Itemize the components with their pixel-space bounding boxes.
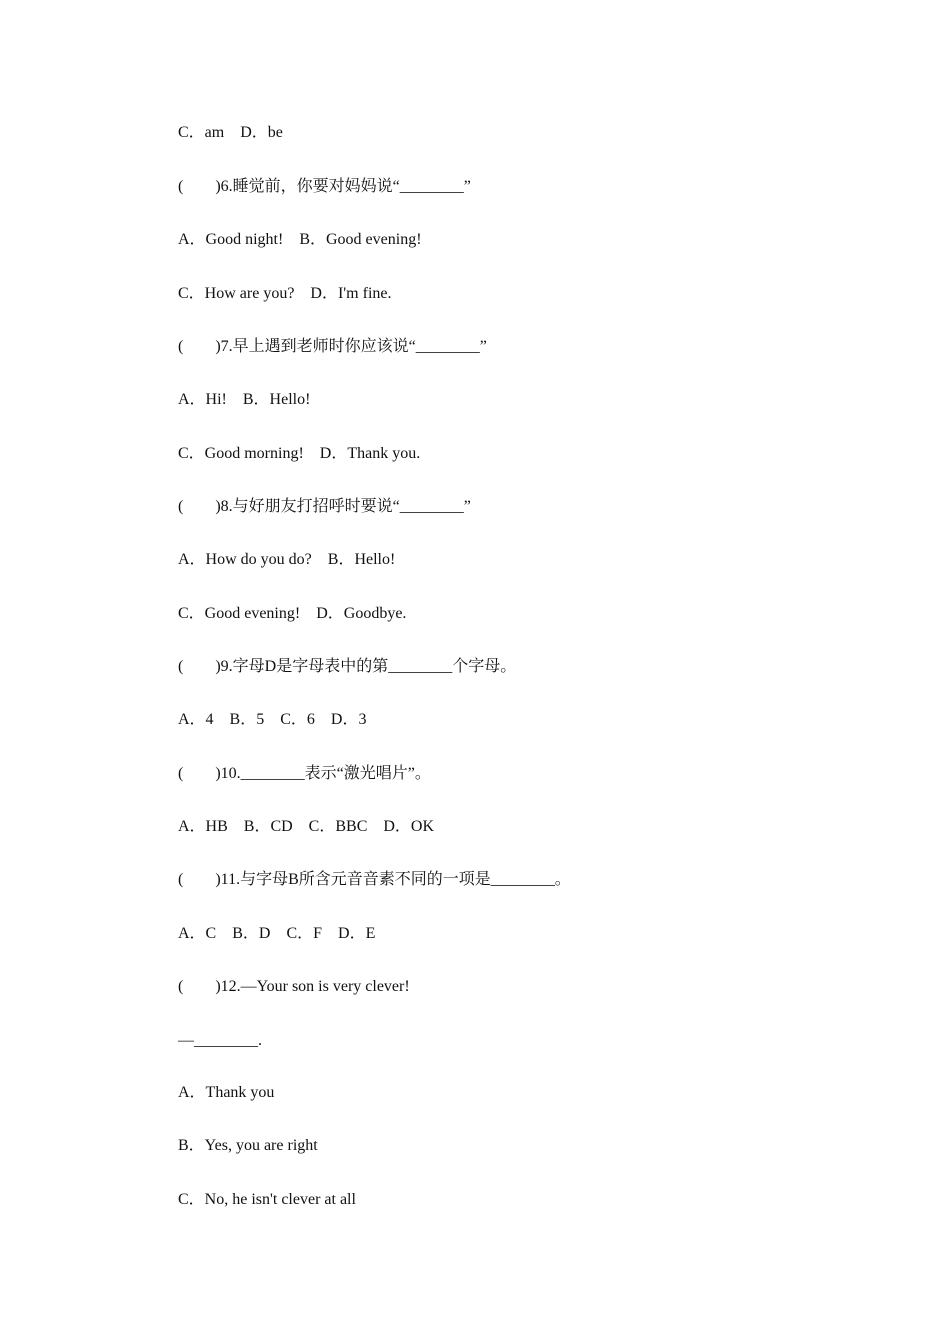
q6-options-ab: A．Good night! B．Good evening! (178, 231, 422, 248)
q8-stem: ( )8.与好朋友打招呼时要说“________” (178, 498, 471, 515)
q7-options-ab: A．Hi! B．Hello! (178, 391, 311, 408)
q12-stem: ( )12.—Your son is very clever! (178, 978, 410, 995)
q10-stem: ( )10.________表示“激光唱片”。 (178, 765, 431, 782)
q12-option-a: A．Thank you (178, 1084, 275, 1101)
q11-stem: ( )11.与字母B所含元音音素不同的一项是________。 (178, 871, 571, 888)
q12-option-c: C．No, he isn't clever at all (178, 1191, 356, 1208)
q8-options-cd: C．Good evening! D．Goodbye. (178, 605, 407, 622)
q11-options: A．C B．D C．F D．E (178, 925, 376, 942)
q9-stem: ( )9.字母D是字母表中的第________个字母。 (178, 658, 517, 675)
q10-options: A．HB B．CD C．BBC D．OK (178, 818, 435, 835)
q12-option-b: B．Yes, you are right (178, 1137, 318, 1154)
q9-options: A．4 B．5 C．6 D．3 (178, 711, 367, 728)
q7-options-cd: C．Good morning! D．Thank you. (178, 445, 421, 462)
q7-stem: ( )7.早上遇到老师时你应该说“________” (178, 338, 487, 355)
q5-options-cd: C．am D．be (178, 124, 283, 141)
q12-reply-blank: —________. (178, 1032, 262, 1049)
q6-options-cd: C．How are you? D．I'm fine. (178, 285, 392, 302)
q6-stem: ( )6.睡觉前，你要对妈妈说“________” (178, 178, 471, 195)
q8-options-ab: A．How do you do? B．Hello! (178, 551, 396, 568)
